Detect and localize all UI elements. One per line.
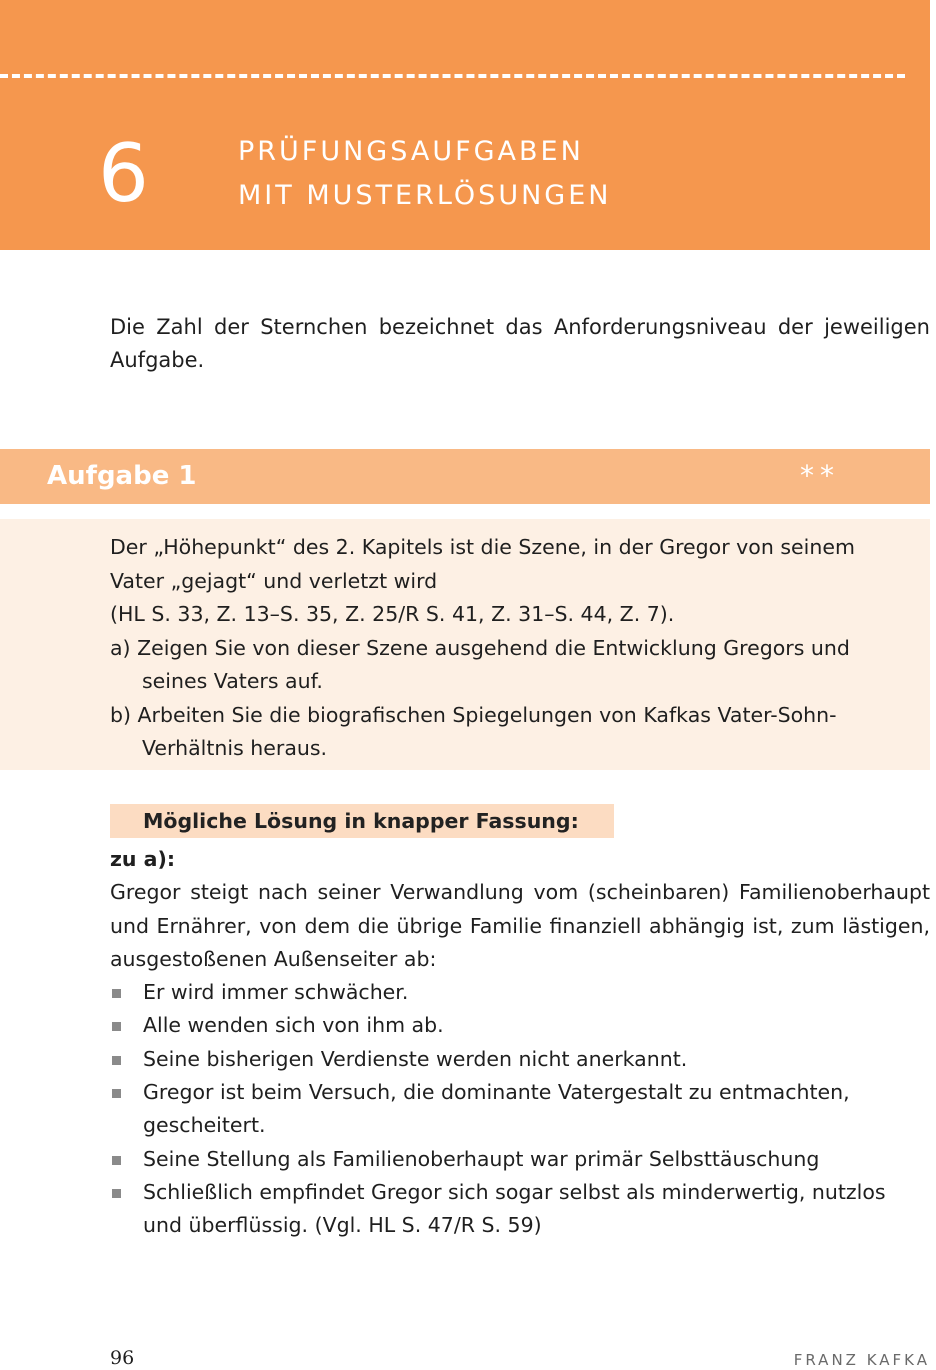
task-part-b: b) Arbeiten Sie die biografischen Spiegelungen von Kafkas Vater-Sohn-Verhältnis heraus. xyxy=(110,702,837,760)
difficulty-stars: ** xyxy=(800,459,840,492)
list-item xyxy=(110,1143,930,1176)
task-intro-line: Der „Höhepunkt“ des 2. Kapitels ist die Szene, in der Gregor von seinem Vater „gejagt“ und verletzt wird xyxy=(110,535,855,593)
list-item xyxy=(110,1176,930,1243)
solution-bullet-list xyxy=(110,976,930,1242)
intro-text: Die Zahl der Sternchen bezeichnet das Anforderungsniveau der jeweiligen Aufgabe. xyxy=(110,315,930,372)
chapter-header-band xyxy=(0,0,930,250)
task-part-a: a) Zeigen Sie von dieser Szene ausgehend die Entwicklung Gregors und seines Vaters auf. xyxy=(110,635,850,693)
chapter-title-line1: PRÜFUNGSAUFGABEN xyxy=(238,136,584,167)
list-item-text: Er wird immer schwächer. xyxy=(143,980,409,1005)
list-item-text: Seine Stellung als Familienoberhaupt war primär Selbsttäuschung xyxy=(143,1146,820,1171)
list-item xyxy=(110,1009,930,1042)
square-bullet-icon xyxy=(112,1056,121,1065)
square-bullet-icon xyxy=(112,1022,121,1031)
square-bullet-icon xyxy=(112,989,121,998)
list-item xyxy=(110,1043,930,1076)
solution-label-box xyxy=(110,804,614,838)
square-bullet-icon xyxy=(112,1089,121,1098)
list-item-text: Schließlich empfindet Gregor sich sogar selbst als minderwertig, nutzlos und überflüssig. (Vgl. HL S. 47/R S. 59) xyxy=(143,1179,886,1238)
task-title: Aufgabe 1 xyxy=(47,461,197,491)
list-item-text: Alle wenden sich von ihm ab. xyxy=(143,1013,444,1038)
chapter-title-line2: MIT MUSTERLÖSUNGEN xyxy=(238,180,612,211)
solution-section xyxy=(110,843,930,1243)
chapter-title xyxy=(238,130,611,218)
list-item xyxy=(110,1076,930,1143)
square-bullet-icon xyxy=(112,1156,121,1165)
solution-paragraph: Gregor steigt nach seiner Verwandlung vom (scheinbaren) Familienoberhaupt und Ernährer, von dem die übrige Familie finanziell abhängig ist, zum lästigen, ausgestoßenen Außenseiter ab: xyxy=(110,880,930,971)
dashed-divider xyxy=(0,74,905,78)
running-title: FRANZ KAFKA xyxy=(793,1351,930,1369)
list-item xyxy=(110,976,930,1009)
solution-label: Mögliche Lösung in knapper Fassung: xyxy=(143,809,579,833)
task-text xyxy=(110,531,910,766)
task-header-bar xyxy=(0,449,930,504)
chapter-number: 6 xyxy=(98,127,149,220)
solution-subhead: zu a): xyxy=(110,847,176,871)
list-item-text: Seine bisherigen Verdienste werden nicht anerkannt. xyxy=(143,1046,688,1071)
list-item-text: Gregor ist beim Versuch, die dominante Vatergestalt zu entmachten, gescheitert. xyxy=(143,1080,850,1138)
square-bullet-icon xyxy=(112,1189,121,1198)
page-number: 96 xyxy=(110,1347,135,1369)
task-reference-line: (HL S. 33, Z. 13–S. 35, Z. 25/R S. 41, Z. 31–S. 44, Z. 7). xyxy=(110,602,675,626)
